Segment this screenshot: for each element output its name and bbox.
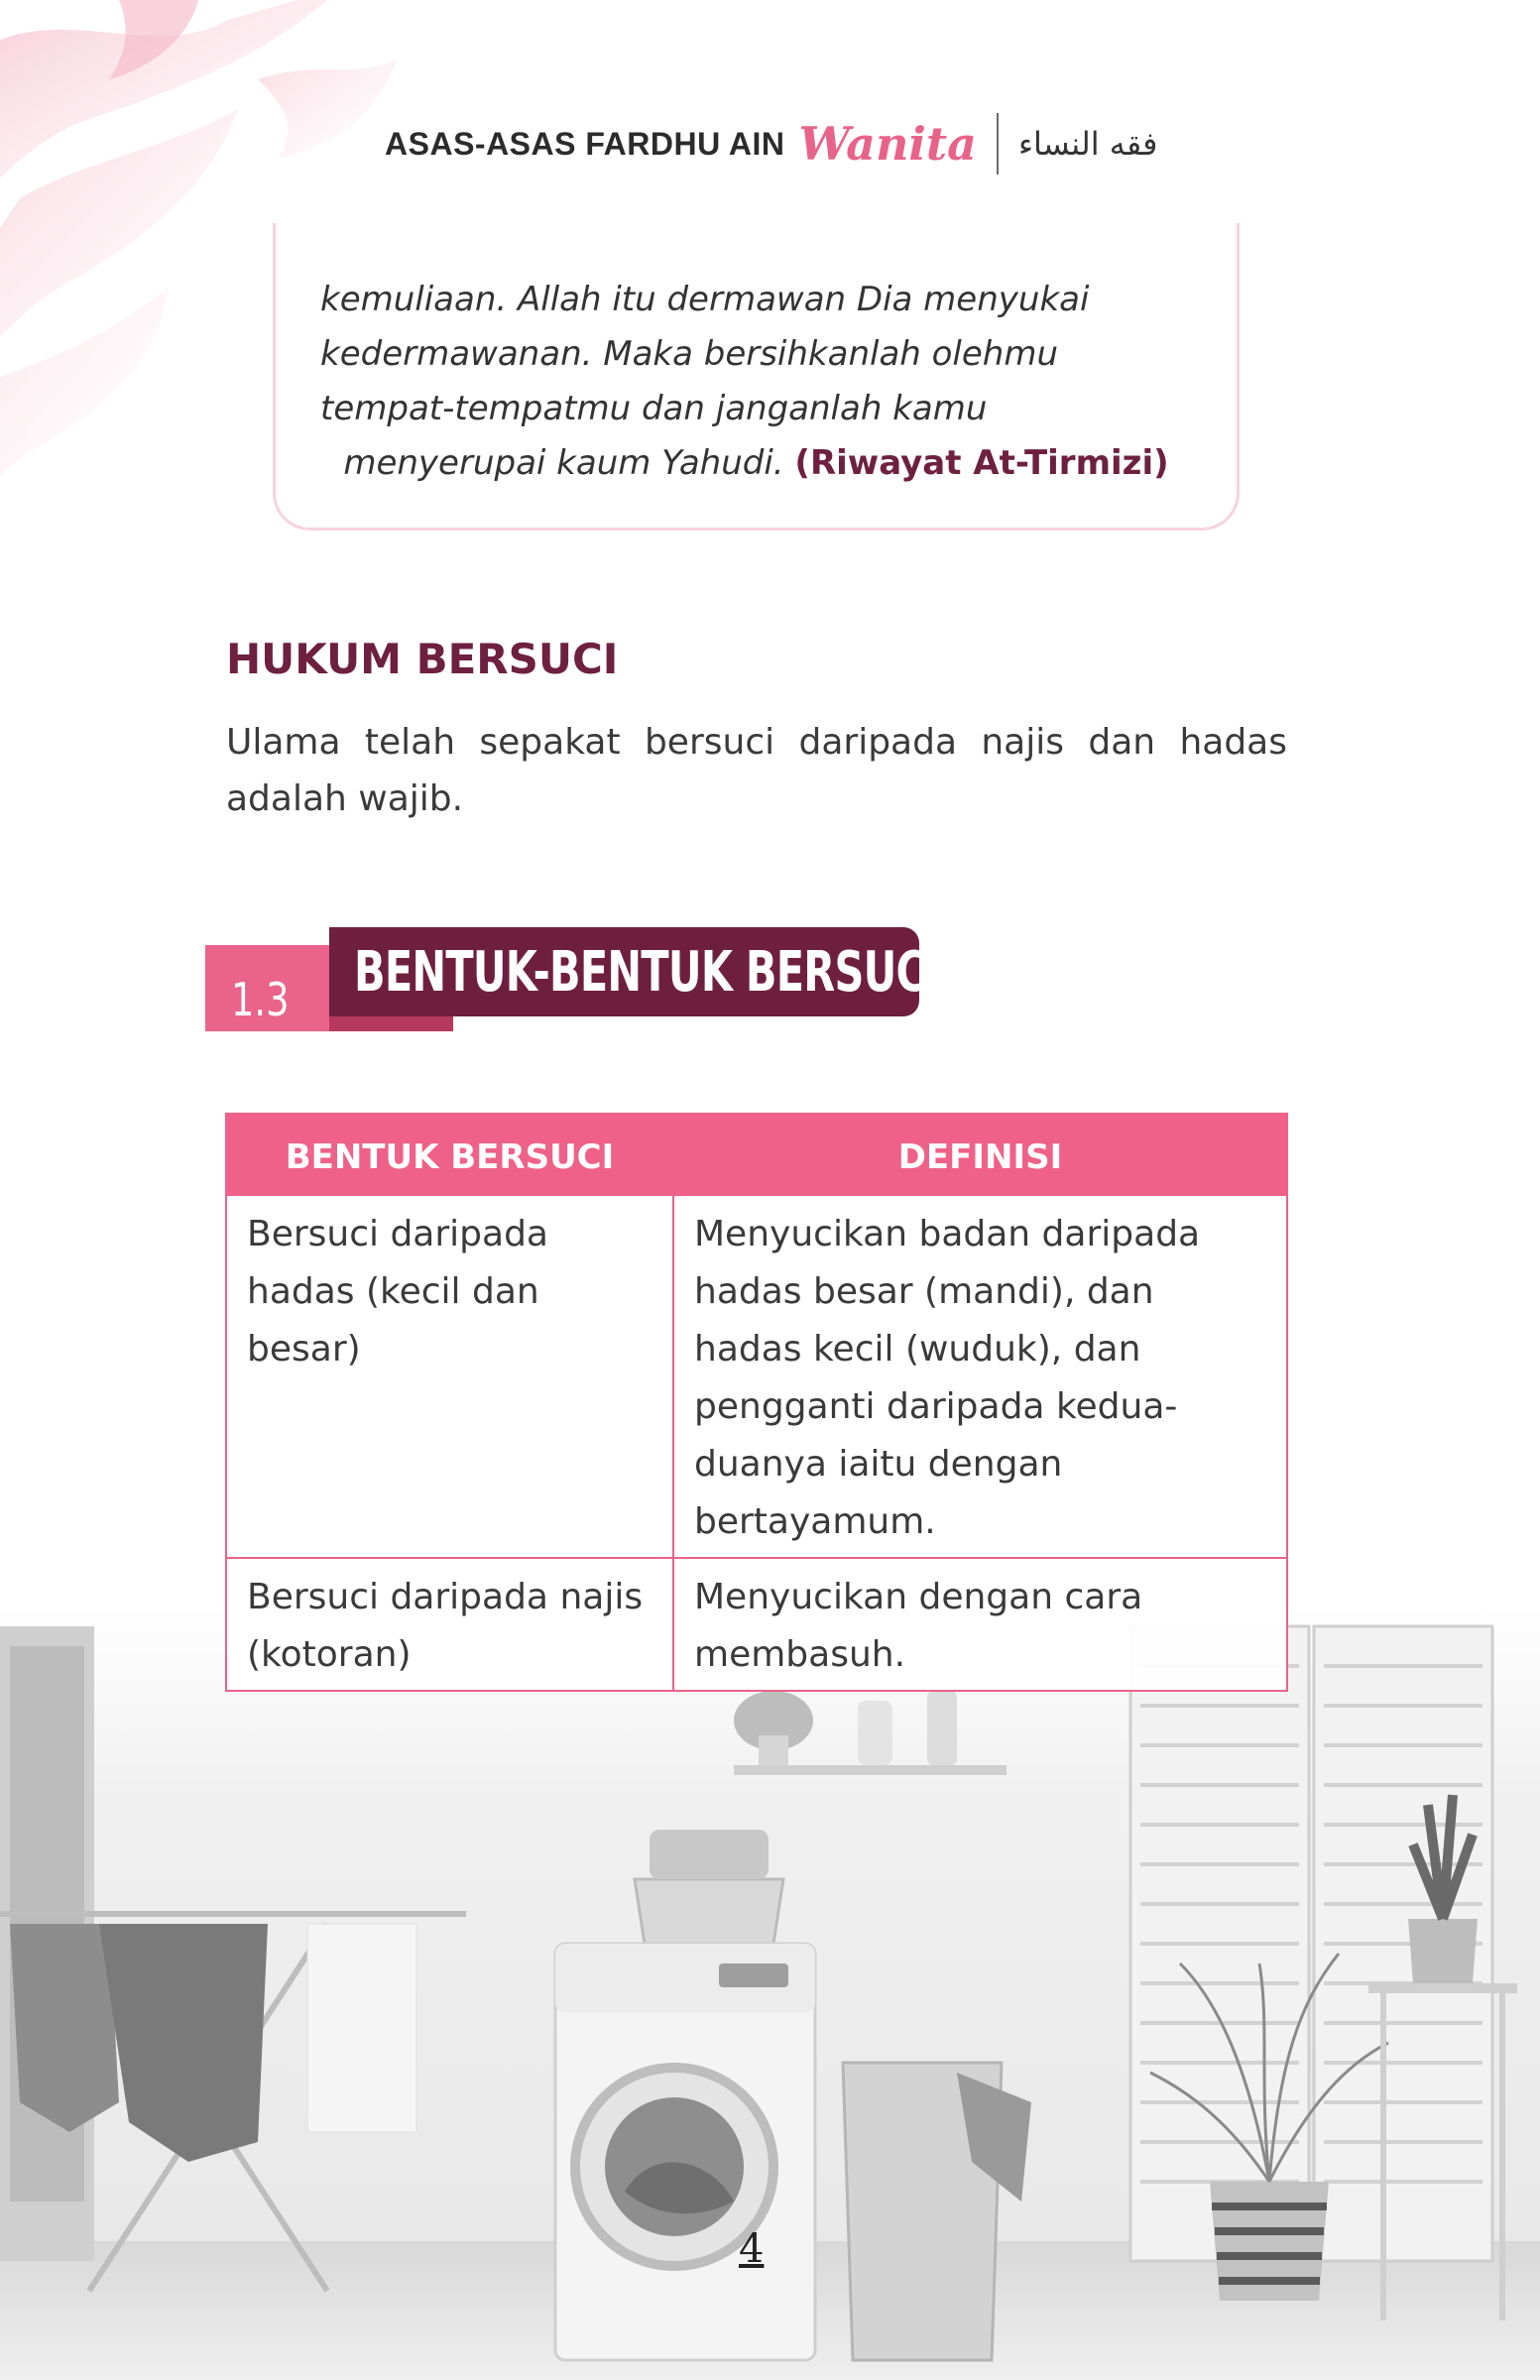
chapter-banner <box>205 927 940 1038</box>
banner-number-block <box>205 945 329 1031</box>
table-row <box>226 1558 1287 1691</box>
bersuci-table <box>225 1113 1288 1692</box>
table-header-cell: BENTUK BERSUCI <box>226 1114 673 1195</box>
quote-last-line <box>320 436 1192 491</box>
hadith-quote-box <box>273 223 1240 531</box>
book-series-title: ASAS-ASAS FARDHU AIN <box>385 125 785 162</box>
header-divider <box>997 113 999 175</box>
arabic-title: فقه النساء <box>1017 125 1158 163</box>
book-script-title: Wanita <box>798 117 977 171</box>
quote-source: (Riwayat At-Tirmizi) <box>794 443 1169 483</box>
quote-line: kemuliaan. Allah itu dermawan Dia menyukai <box>320 280 1090 319</box>
page-number: 4 <box>739 2226 765 2272</box>
quote-line: kedermawanan. Maka bersihkanlah olehmu <box>320 334 1059 374</box>
laundry-room-photo <box>0 1606 1540 2380</box>
page-header <box>385 109 1157 178</box>
section-heading: HUKUM BERSUCI <box>226 635 619 683</box>
table-cell: Bersuci daripada hadas (kecil dan besar) <box>226 1195 673 1558</box>
section-number: 1.3 <box>231 973 290 1026</box>
table-cell: Menyucikan dengan cara membasuh. <box>673 1558 1287 1691</box>
quote-line: menyerupai kaum Yahudi. <box>343 443 784 483</box>
banner-title: BENTUK-BENTUK BERSUCI <box>354 940 940 1005</box>
table-header-cell: DEFINISI <box>673 1114 1287 1195</box>
washing-machine <box>555 1944 815 2360</box>
table-cell: Bersuci daripada najis (kotoran) <box>226 1558 673 1691</box>
quote-line: tempat-tempatmu dan janganlah kamu <box>320 389 988 428</box>
table-row <box>226 1195 1287 1558</box>
table-header-row <box>226 1114 1287 1195</box>
section-paragraph: Ulama telah sepakat bersuci daripada najis dan hadas adalah wajib. <box>226 722 1287 819</box>
table-cell: Menyucikan badan daripada hadas besar (mandi), dan hadas kecil (wuduk), dan pengganti daripada kedua-duanya iaitu dengan bertayamum. <box>673 1195 1287 1558</box>
